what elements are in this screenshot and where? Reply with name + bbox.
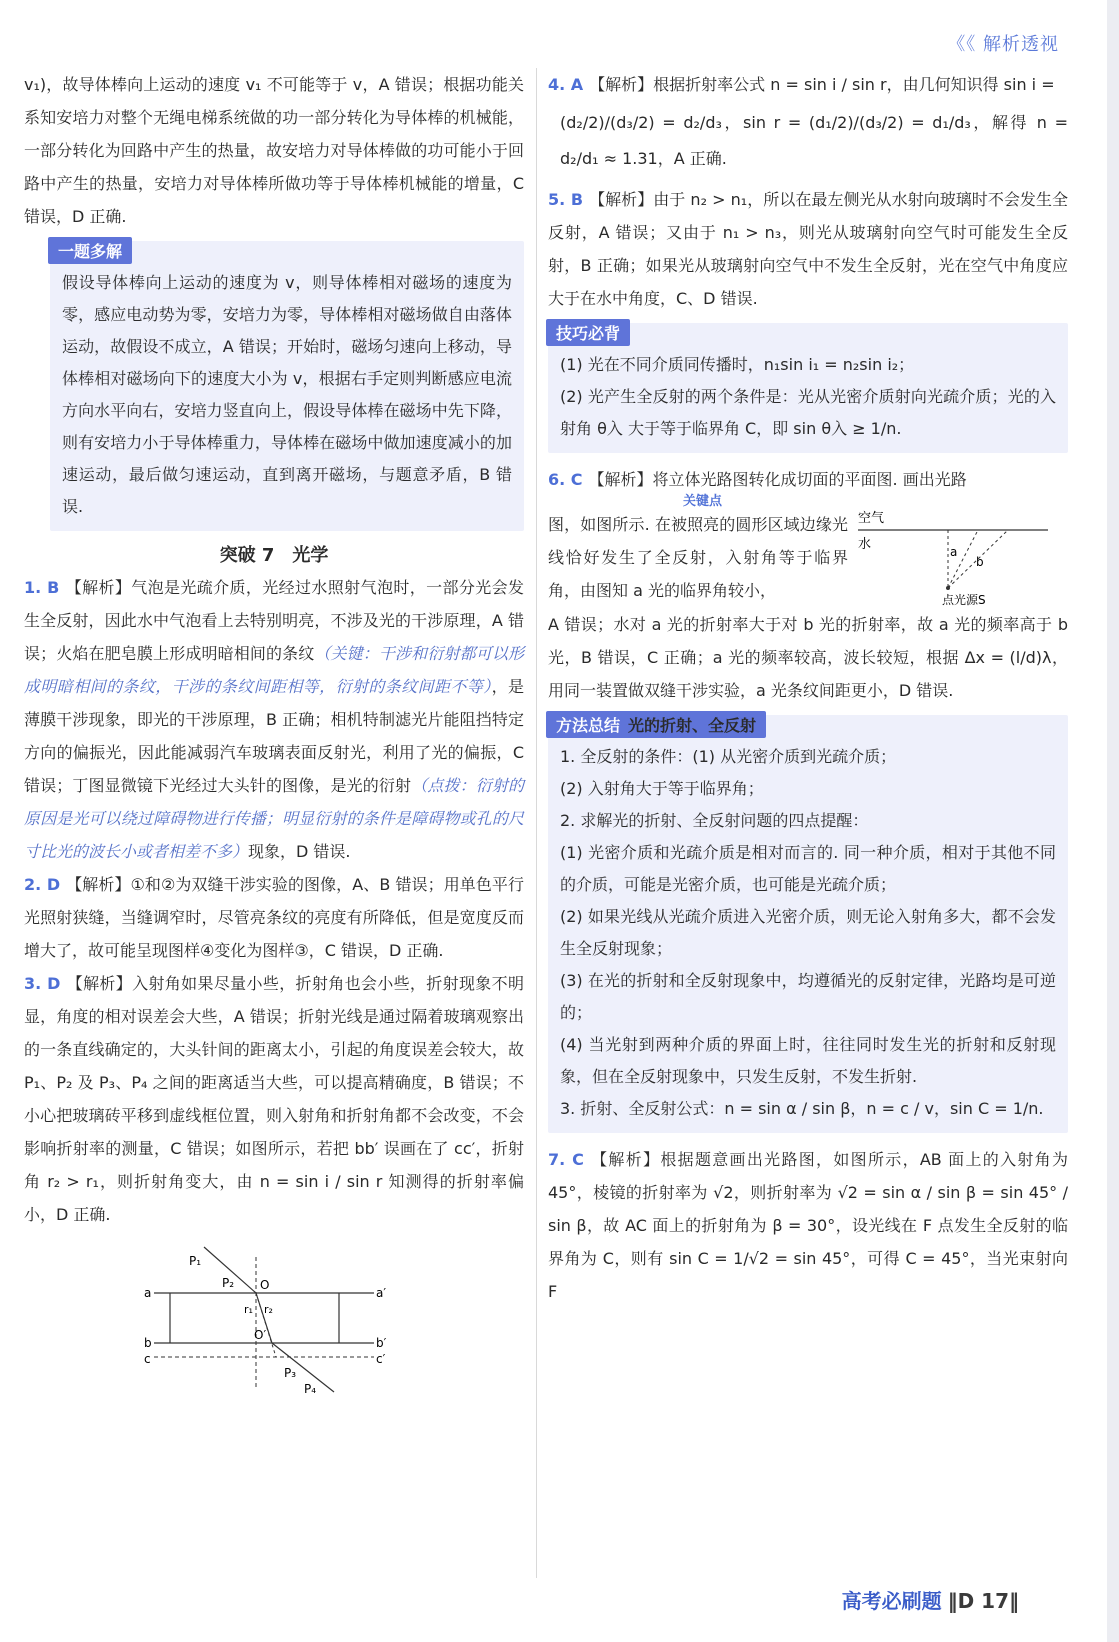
- fig-label-a-prime: a′: [376, 1286, 387, 1300]
- fig-label-b-light: b: [976, 555, 984, 569]
- question-3-text: 【解析】入射角如果尽量小些，折射角也会小些，折射现象不明显，角度的相对误差会大些，A 错误；折射光线是通过隔着玻璃观察出的一条直线确定的，大头针间的距离太小，引起的角度误差会较大，故 P₁、P₂ 及 P₃、P₄ 之间的距离适当大些，可以提高精确度，B 错误；不小心把玻璃砖平移到虚线框位置，则入射角和折射角都不会改变，不会影响折射率的测量，C 错误；如图所示，若把 bb′ 误画在了 cc′，折射角 r₂ > r₁，则折射角变大，由 n = sin i / sin r 知测得的折射率偏小，D 正确.: [24, 974, 524, 1224]
- question-5-text: 【解析】由于 n₂ > n₁，所以在最左侧光从水射向玻璃时不会发生全反射，A 错误；又由于 n₁ > n₃，则光从玻璃射向空气时可能发生全反射，B 正确；如果光从玻璃射向空气中不发生全反射，光在空气中角度应大于在水中角度，C、D 错误.: [548, 190, 1069, 308]
- fig-label-p4: P₄: [304, 1382, 317, 1396]
- fig-label-water: 水: [858, 537, 872, 552]
- question-3: [24, 967, 524, 1231]
- fig-label-a-light: a: [950, 545, 958, 559]
- question-1-note-2: （点拨：衍射的原因是光可以绕过障碍物进行传播；明显衍射的条件是障碍物或孔的尺寸比光的波长小或者相差不多）: [24, 776, 524, 861]
- page-number: ‖D 17‖: [947, 1589, 1019, 1613]
- question-1-text: 【解析】气泡是光疏介质，光经过水照射气泡时，一部分光会发生全反射，因此水中气泡看上去特别明亮，不涉及光的干涉原理，A 错误；火焰在肥皂膜上形成明暗相间的条纹: [24, 578, 524, 663]
- fig-label-o-prime: O′: [254, 1328, 267, 1342]
- section-title: 突破 7 光学: [219, 545, 329, 566]
- glass-block-figure: [144, 1237, 404, 1397]
- method-title: 光的折射、全反射: [628, 716, 757, 735]
- method-line: (1) 光密介质和光疏介质是相对而言的. 同一种介质，相对于其他不同的介质，可能是光密介质，也可能是光疏介质；: [560, 843, 1056, 894]
- question-7: [548, 1143, 1068, 1308]
- fig-label-c-prime: c′: [376, 1352, 386, 1366]
- question-4: [548, 68, 1068, 101]
- method-line: 3. 折射、全反射公式：n = sin α / sin β，n = c / v，sin C = 1/n.: [560, 1099, 1044, 1118]
- footer-brand: 高考必刷题: [841, 1589, 942, 1613]
- question-6-text-2: 图，如图所示. 在被照亮的圆形区域边缘光线恰好发生了全反射，入射角等于临界角，由图知 a 光的临界角较小，: [548, 515, 848, 600]
- method-line: (2) 如果光线从光疏介质进入光密介质，则无论入射角多大，都不会发生全反射现象；: [560, 907, 1056, 958]
- question-2-text: 【解析】①和②为双缝干涉实验的图像，A、B 错误；用单色平行光照射狭缝，当缝调窄时，尽管亮条纹的亮度有所降低，但是宽度反而增大了，故可能呈现图样④变化为图样③，C 错误，D 正确.: [24, 875, 524, 960]
- question-1-number: 1. B: [24, 578, 60, 597]
- question-6-text-1: 【解析】将立体光路图转化成切面的平面图. 画出光路: [588, 470, 967, 489]
- page-footer: [842, 1585, 1019, 1614]
- header-tag: 《《 解析透视: [947, 34, 1059, 55]
- question-1-text-2: ，是薄膜干涉现象，即光的干涉原理，B 正确；相机特制滤光片能阻挡特定方向的偏振光，因此能减弱汽车玻璃表面反射光，利用了光的偏振，C 错误；丁图显微镜下光经过大头针的图像，是光的衍射: [24, 677, 524, 795]
- tips-box: [548, 323, 1068, 453]
- fig-label-air: 空气: [858, 511, 885, 526]
- question-4-formula: (d₂/2)/(d₃/2) = d₂/d₃，sin r = (d₁/2)/(d₃/2) = d₁/d₃，解得 n = d₂/d₁ ≈ 1.31，A 正确.: [560, 113, 1068, 168]
- question-6-line-1: [548, 463, 1068, 496]
- question-1-text-3: 现象，D 错误.: [248, 842, 351, 861]
- multi-solution-box: [50, 241, 524, 531]
- question-2-number: 2. D: [24, 875, 61, 894]
- method-line: 2. 求解光的折射、全反射问题的四点提醒：: [560, 811, 869, 830]
- point-source-figure: [858, 508, 1058, 608]
- tips-line-1: (1) 光在不同介质同传播时，n₁sin i₁ = n₂sin i₂；: [560, 355, 915, 374]
- method-line: (3) 在光的折射和全反射现象中，均遵循光的反射定律，光路均是可逆的；: [560, 971, 1056, 1022]
- fig-label-r1: r₁: [244, 1303, 253, 1316]
- method-line: (2) 入射角大于等于临界角；: [560, 779, 764, 798]
- fig-label-o: O: [260, 1278, 270, 1292]
- question-7-text: 【解析】根据题意画出光路图，如图所示，AB 面上的入射角为 45°，棱镜的折射率为 √2，则折射率为 √2 = sin α / sin β = sin 45° / sin β，故 AC 面上的折射角为 β = 30°，设光线在 F 点发生全反射的临界角为 C，则有 sin C = 1/√2 = sin 45°，可得 C = 45°，当光束射向 F: [548, 1150, 1068, 1301]
- tips-line-2: (2) 光产生全反射的两个条件是：光从光密介质射向光疏介质；光的入射角 θ入 大于等于临界角 C，即 sin θ入 ≥ 1/n.: [560, 387, 1056, 438]
- multi-solution-text: 假设导体棒向上运动的速度为 v，则导体棒相对磁场的速度为零，感应电动势为零，安培力为零，导体棒相对磁场做自由落体运动，故假设不成立，A 错误；开始时，磁场匀速向上移动，导体棒相对磁场向下的速度大小为 v，根据右手定则判断感应电流方向水平向右，安培力竖直向上，假设导体棒在磁场中先下降，则有安培力小于导体棒重力，导体棒在磁场中做加速度减小的加速运动，最后做匀速运动，直到离开磁场，与题意矛盾，B 错误.: [62, 273, 512, 516]
- method-line: 1. 全反射的条件：(1) 从光密介质到光疏介质；: [560, 747, 897, 766]
- method-line: (4) 当光射到两种介质的界面上时，往往同时发生光的折射和反射现象，但在全反射现象中，只发生反射，不发生折射.: [560, 1035, 1056, 1086]
- fig-label-r2: r₂: [264, 1303, 273, 1316]
- box-tag-method: [546, 711, 766, 738]
- question-1-note-1: （关键：干涉和衍射都可以形成明暗相间的条纹，干涉的条纹间距相等，衍射的条纹间距不等）: [24, 644, 524, 696]
- fig-label-a: a: [144, 1286, 152, 1300]
- fig-label-c: c: [144, 1352, 151, 1366]
- question-2: [24, 868, 524, 967]
- fig-label-b: b: [144, 1336, 152, 1350]
- method-tag-label: 方法总结: [556, 716, 621, 735]
- fig-label-p2: P₂: [222, 1276, 235, 1290]
- question-7-number: 7. C: [548, 1150, 584, 1169]
- fig-label-p1: P₁: [189, 1254, 202, 1268]
- left-paragraph-1: v₁)，故导体棒向上运动的速度 v₁ 不可能等于 v，A 错误；根据功能关系知安培力对整个无绳电梯系统做的功一部分转化为导体棒的机械能，一部分转化为回路中产生的热量，故安培力对导体棒做的功可能小于回路中产生的热量，安培力对导体棒所做功等于导体棒机械能的增量，C 错误，D 正确.: [24, 75, 524, 226]
- fig-label-p3: P₃: [284, 1366, 297, 1380]
- key-point-label: 关键点: [683, 494, 723, 509]
- page-edge: [1107, 0, 1119, 1642]
- fig-label-source: 点光源S: [942, 593, 986, 607]
- question-4-text: 【解析】根据折射率公式 n = sin i / sin r，由几何知识得 sin i =: [589, 75, 1055, 94]
- right-column: [548, 68, 1068, 1308]
- question-6-with-figure: [548, 508, 1068, 608]
- box-tag-multi-solution: 一题多解: [48, 237, 132, 264]
- box-tag-tips: 技巧必背: [546, 319, 630, 346]
- question-5-number: 5. B: [548, 190, 584, 209]
- column-divider: [536, 68, 537, 1578]
- question-1: [24, 571, 524, 868]
- question-4-number: 4. A: [548, 75, 584, 94]
- left-column: [24, 68, 524, 1397]
- question-6-text-3: A 错误；水对 a 光的折射率大于对 b 光的折射率，故 a 光的频率高于 b 光，B 错误，C 正确；a 光的频率较高，波长较短，根据 Δx = (l/d)λ，用同一装置做双缝干涉实验，a 光条纹间距更小，D 错误.: [548, 615, 1068, 700]
- question-3-number: 3. D: [24, 974, 61, 993]
- method-summary-box: [548, 715, 1068, 1133]
- fig-label-b-prime: b′: [376, 1336, 387, 1350]
- question-5: [548, 183, 1068, 315]
- question-6-number: 6. C: [548, 470, 583, 489]
